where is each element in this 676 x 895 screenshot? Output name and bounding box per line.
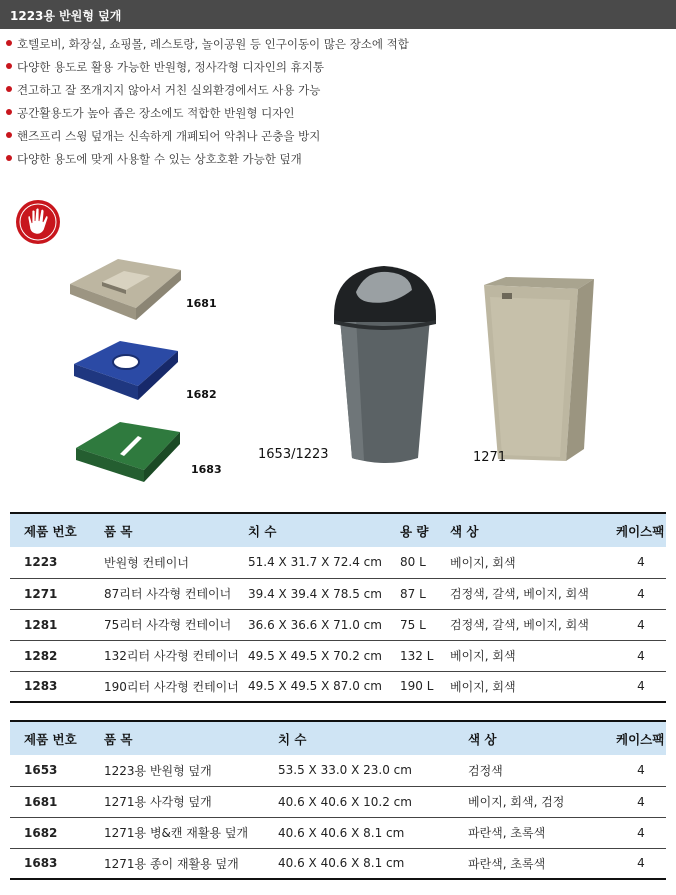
lid-1682-image xyxy=(70,338,182,406)
table-row: 1682 1271용 병&캔 재활용 덮개 40.6 X 40.6 X 8.1 cm 파란색, 초록색 4 xyxy=(10,817,666,848)
col-header-color: 색 상 xyxy=(468,721,616,755)
lid-1683-image xyxy=(72,418,184,488)
feature-list xyxy=(0,34,676,172)
feature-item: 견고하고 잘 쪼개지지 않아서 거친 실외환경에서도 사용 가능 xyxy=(0,80,676,103)
lid-1681-label: 1681 xyxy=(186,297,217,310)
col-header-code: 제품 번호 xyxy=(10,721,104,755)
feature-item: 다양한 용도에 맞게 사용할 수 있는 상호호환 가능한 덮개 xyxy=(0,149,676,172)
lid-1682-label: 1682 xyxy=(186,388,217,401)
lid-spec-table xyxy=(10,720,666,880)
table-row: 1653 1223용 반원형 덮개 53.5 X 33.0 X 23.0 cm 검정색 4 xyxy=(10,755,666,786)
col-header-casepack: 케이스팩 xyxy=(616,513,666,547)
feature-item: 호텔로비, 화장실, 쇼핑몰, 레스토랑, 놀이공원 등 인구이동이 많은 장소에 적합 xyxy=(0,34,676,57)
bullet-icon xyxy=(6,63,12,69)
table-row: 1271 87리터 사각형 컨테이너 39.4 X 39.4 X 78.5 cm 87 L 검정색, 갈색, 베이지, 회색 4 xyxy=(10,578,666,609)
table-header-row xyxy=(10,513,666,547)
col-header-item: 품 목 xyxy=(104,721,278,755)
page-title: 1223용 반원형 덮개 xyxy=(10,9,122,23)
title-bar xyxy=(0,0,676,29)
table-row: 1281 75리터 사각형 컨테이너 36.6 X 36.6 X 71.0 cm 75 L 검정색, 갈색, 베이지, 회색 4 xyxy=(10,609,666,640)
round-container-image xyxy=(326,262,444,470)
lid-1683-label: 1683 xyxy=(191,463,222,476)
bullet-icon xyxy=(6,155,12,161)
bullet-icon xyxy=(6,86,12,92)
table-row: 1681 1271용 사각형 덮개 40.6 X 40.6 X 10.2 cm 베이지, 회색, 검정 4 xyxy=(10,786,666,817)
bullet-icon xyxy=(6,40,12,46)
feature-item: 다양한 용도로 활용 가능한 반원형, 정사각형 디자인의 휴지통 xyxy=(0,57,676,80)
bullet-icon xyxy=(6,109,12,115)
table-row: 1223 반원형 컨테이너 51.4 X 31.7 X 72.4 cm 80 L 베이지, 회색 4 xyxy=(10,547,666,578)
col-header-size: 치 수 xyxy=(278,721,468,755)
square-container-image xyxy=(480,275,598,463)
round-container-label: 1653/1223 xyxy=(258,447,329,462)
col-header-code: 제품 번호 xyxy=(10,513,104,547)
product-images xyxy=(0,190,676,490)
table-row: 1683 1271용 종이 재활용 덮개 40.6 X 40.6 X 8.1 cm 파란색, 초록색 4 xyxy=(10,848,666,879)
table-header-row xyxy=(10,721,666,755)
col-header-capacity: 용 량 xyxy=(400,513,450,547)
glove-icon xyxy=(15,199,61,245)
lid-1681-image xyxy=(66,256,184,326)
feature-item: 핸즈프리 스윙 덮개는 신속하게 개폐되어 악취나 곤충을 방지 xyxy=(0,126,676,149)
col-header-color: 색 상 xyxy=(450,513,616,547)
feature-item: 공간활용도가 높아 좁은 장소에도 적합한 반원형 디자인 xyxy=(0,103,676,126)
container-spec-table xyxy=(10,512,666,703)
bullet-icon xyxy=(6,132,12,138)
col-header-casepack: 케이스팩 xyxy=(616,721,666,755)
col-header-item: 품 목 xyxy=(104,513,248,547)
square-container-label: 1271 xyxy=(473,450,507,465)
col-header-size: 치 수 xyxy=(248,513,400,547)
table-row: 1282 132리터 사각형 컨테이너 49.5 X 49.5 X 70.2 cm 132 L 베이지, 회색 4 xyxy=(10,640,666,671)
table-row: 1283 190리터 사각형 컨테이너 49.5 X 49.5 X 87.0 cm 190 L 베이지, 회색 4 xyxy=(10,671,666,702)
